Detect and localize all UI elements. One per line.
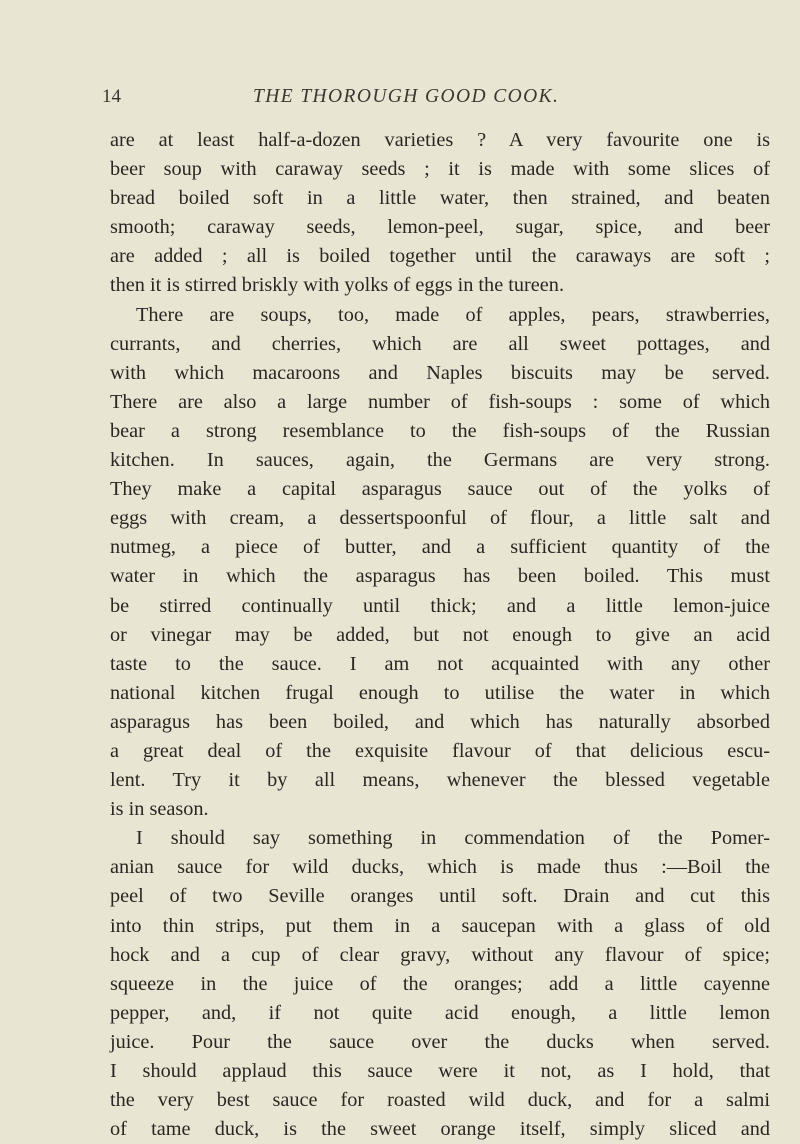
text-line: They make a capital asparagus sauce out of the yolks of <box>110 478 770 501</box>
text-line: anian sauce for wild ducks, which is made thus :—Boil the <box>110 856 770 879</box>
text-line: juice. Pour the sauce over the ducks when served. <box>110 1030 770 1053</box>
text-line: There are also a large number of fish-soups : some of which <box>110 390 770 413</box>
text-line: a great deal of the exquisite flavour of that delicious escu- <box>110 739 770 762</box>
text-line: squeeze in the juice of the oranges; add a little cayenne <box>110 972 770 995</box>
text-line: lent. Try it by all means, whenever the blessed vegetable <box>110 769 770 792</box>
text-line: There are soups, too, made of apples, pears, strawberries, <box>136 303 770 326</box>
text-line: be stirred continually until thick; and a little lemon-juice <box>110 594 770 617</box>
text-line: are added ; all is boiled together until the caraways are soft ; <box>110 245 770 268</box>
text-line: national kitchen frugal enough to utilise the water in which <box>110 681 770 704</box>
text-line: I should applaud this sauce were it not, as I hold, that <box>110 1060 770 1082</box>
page-number: 14 <box>102 86 121 107</box>
text-line: are at least half-a-dozen varieties ? A very favourite one is <box>110 129 770 151</box>
text-line: currants, and cherries, which are all sweet pottages, and <box>110 332 770 355</box>
text-line: with which macaroons and Naples biscuits may be served. <box>110 361 770 384</box>
text-line: beer soup with caraway seeds ; it is made with some slices of <box>110 158 770 181</box>
page-header <box>0 86 800 112</box>
text-line: hock and a cup of clear gravy, without any flavour of spice; <box>110 943 770 966</box>
running-title: THE THOROUGH GOOD COOK. <box>253 86 560 107</box>
body-text <box>110 126 770 1144</box>
text-line: kitchen. In sauces, again, the Germans are very strong. <box>110 449 770 472</box>
text-line: pepper, and, if not quite acid enough, a little lemon <box>110 1001 770 1024</box>
text-line: is in season. <box>110 798 209 821</box>
text-line: into thin strips, put them in a saucepan with a glass of old <box>110 914 770 937</box>
text-line: asparagus has been boiled, and which has naturally absorbed <box>110 710 770 733</box>
text-line: of tame duck, is the sweet orange itself, simply sliced and <box>110 1118 770 1141</box>
text-line: bear a strong resemblance to the fish-soups of the Russian <box>110 419 770 442</box>
text-line: the very best sauce for roasted wild duck, and for a salmi <box>110 1089 770 1112</box>
text-line: smooth; caraway seeds, lemon-peel, sugar, spice, and beer <box>110 216 770 239</box>
text-line: water in which the asparagus has been boiled. This must <box>110 565 770 588</box>
text-line: then it is stirred briskly with yolks of eggs in the tureen. <box>110 274 565 297</box>
text-line: nutmeg, a piece of butter, and a sufficient quantity of the <box>110 536 770 559</box>
text-line: I should say something in commendation of the Pomer- <box>136 827 770 850</box>
text-line: peel of two Seville oranges until soft. Drain and cut this <box>110 885 770 908</box>
text-line: or vinegar may be added, but not enough to give an acid <box>110 623 770 646</box>
text-line: eggs with cream, a dessertspoonful of flour, a little salt and <box>110 507 770 530</box>
text-line: bread boiled soft in a little water, then strained, and beaten <box>110 187 770 210</box>
text-line: taste to the sauce. I am not acquainted with any other <box>110 652 770 675</box>
